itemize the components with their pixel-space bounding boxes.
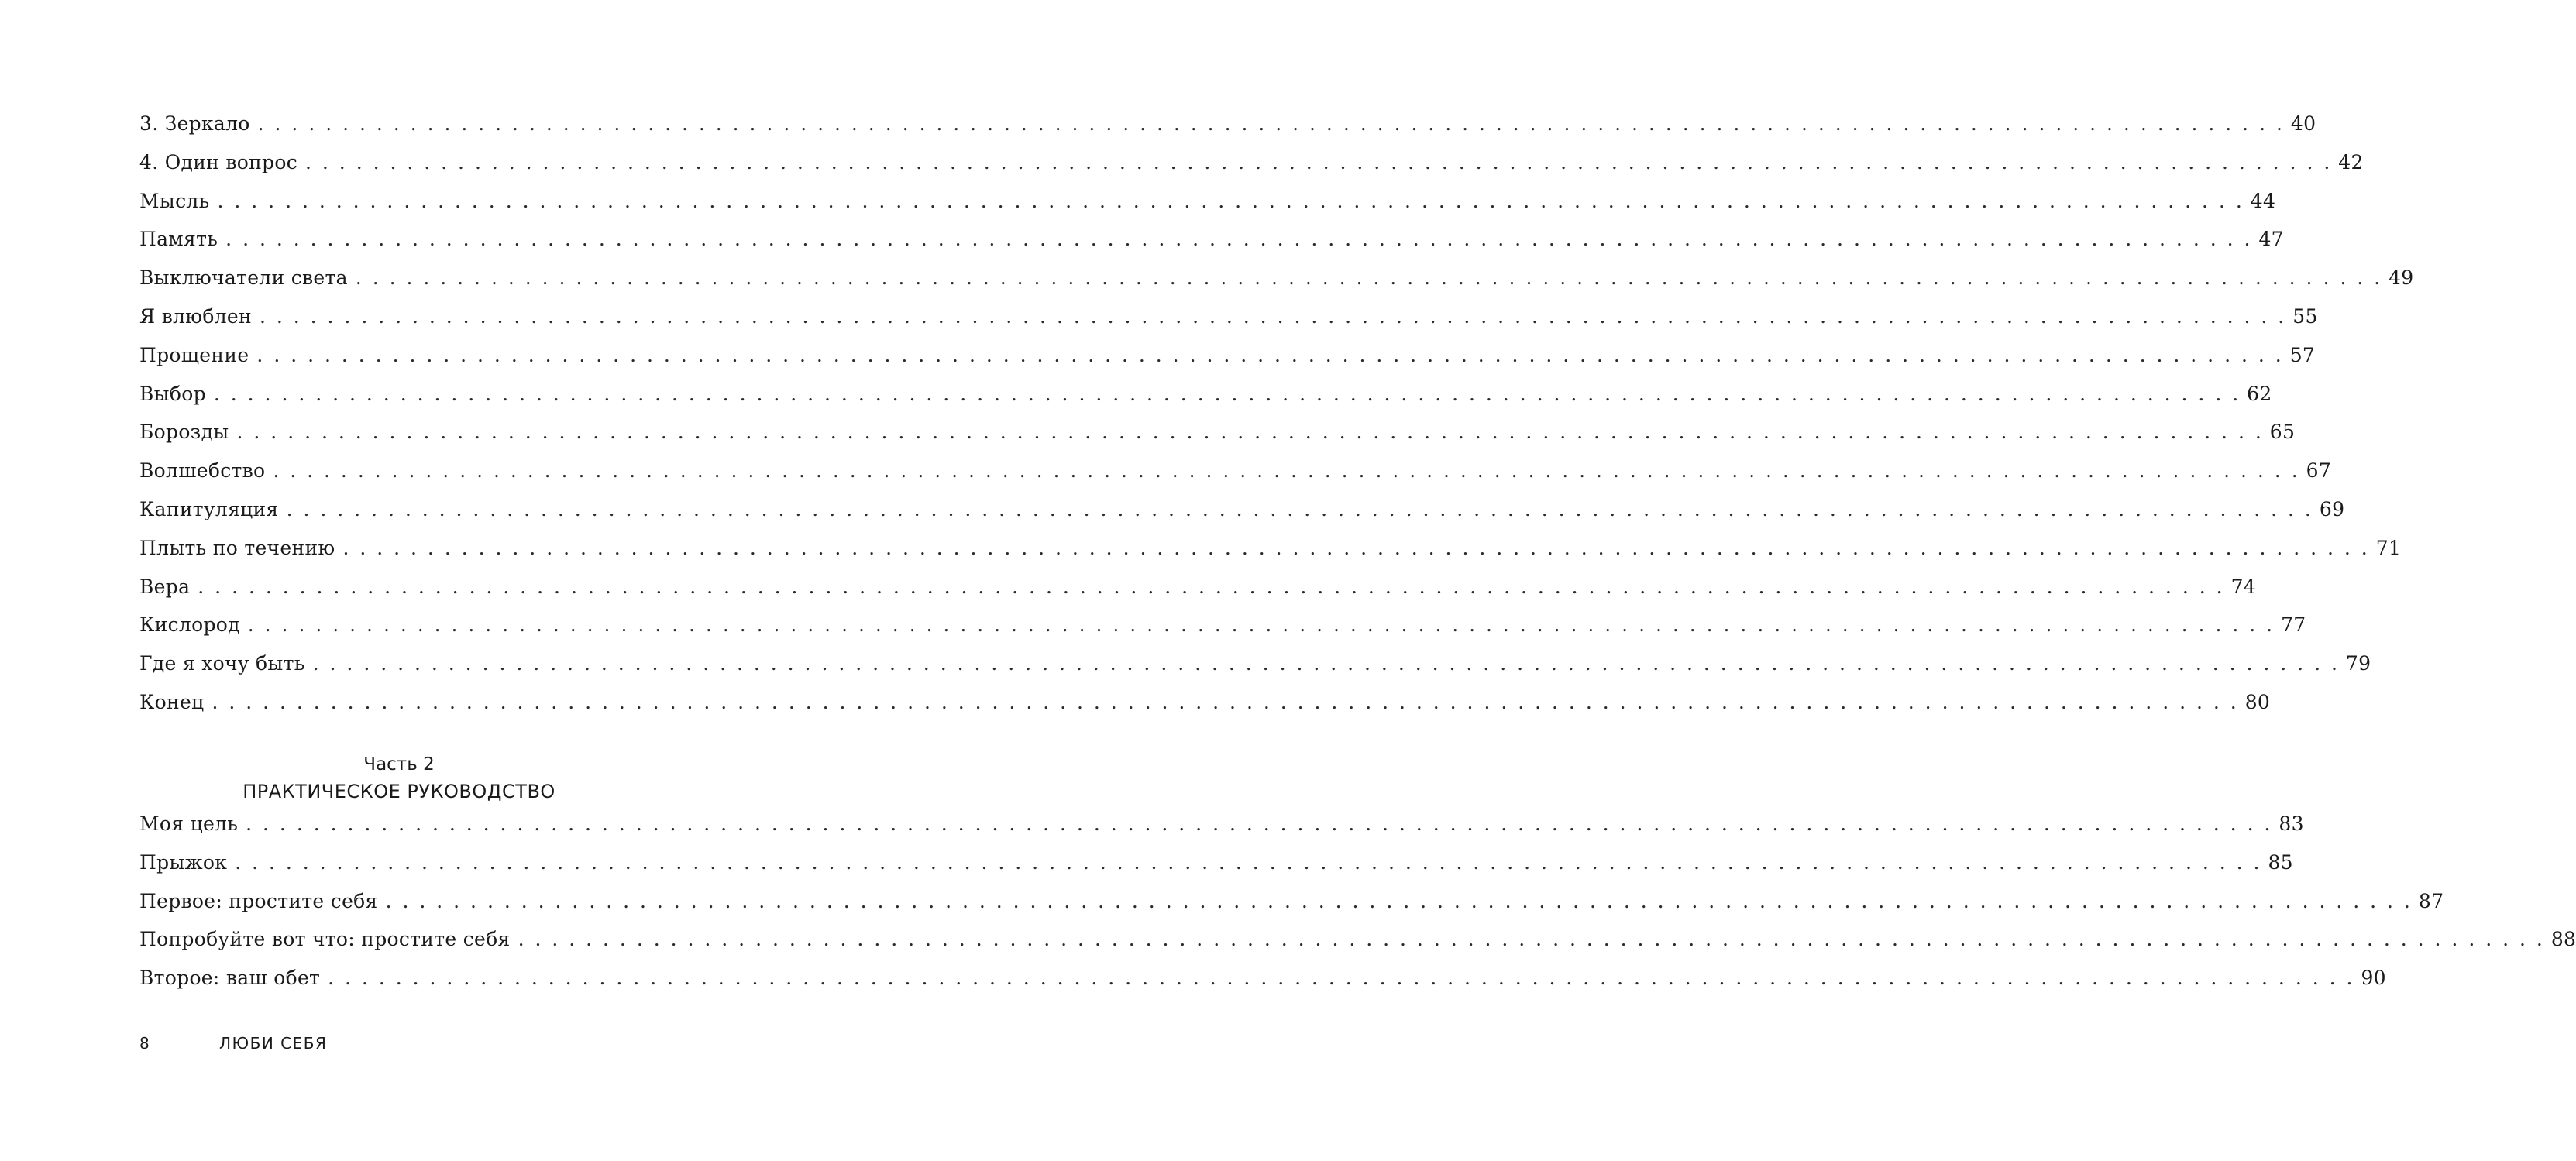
toc-leader-dots: . . . . . . . . . . . . . . . . . . . . . . . . . . . . . . . . . . . . . . . . . . . . . . . . . . . . . . . . . . . . . . . . . . . . . . . . . . . . . . . . . . . . . . . . . . . . . . . . . . . . . . . . . . . . . . . . . . . . . . . . [246,812,2273,835]
toc-entry [139,889,2444,929]
toc-entry-title: Я влюблен [139,304,252,328]
toc-entry-page: 57 [2289,343,2316,366]
toc-entry-title: Капитуляция [139,497,279,520]
toc-entry [139,967,2386,1005]
toc-leader-dots: . . . . . . . . . . . . . . . . . . . . . . . . . . . . . . . . . . . . . . . . . . . . . . . . . . . . . . . . . . . . . . . . . . . . . . . . . . . . . . . . . . . . . . . . . . . . . . . . . . . . . . . . . . . . . . . . . . . . . . . . [328,967,2355,990]
toc-leader-dots: . . . . . . . . . . . . . . . . . . . . . . . . . . . . . . . . . . . . . . . . . . . . . . . . . . . . . . . . . . . . . . . . . . . . . . . . . . . . . . . . . . . . . . . . . . . . . . . . . . . . . . . . . . . . . . . . . . . . . . . . [312,652,2340,675]
toc-entry-title: Конец [139,690,205,713]
part-heading [0,751,775,805]
toc-entry [139,690,2271,730]
toc-entry-title: Выключатели света [139,266,348,290]
toc-entry-title: Борозды [139,421,229,444]
part-title: ПРАКТИЧЕСКОЕ РУКОВОДСТВО [242,781,555,802]
toc-entry-title: Вера [139,575,191,598]
part-label: Часть 2 [363,754,435,775]
toc-entry [139,304,2318,344]
toc-leader-dots: . . . . . . . . . . . . . . . . . . . . . . . . . . . . . . . . . . . . . . . . . . . . . . . . . . . . . . . . . . . . . . . . . . . . . . . . . . . . . . . . . . . . . . . . . . . . . . . . . . . . . . . . . . . . . . . . . . . . . . . . [385,889,2413,912]
toc-entry-title: Моя цель [139,812,239,835]
footer-page-number: 8 [139,1034,151,1053]
toc-entry [139,497,2345,537]
toc-entry-page: 77 [2281,613,2306,637]
toc-entry-title: 3. Зеркало [139,112,250,135]
toc-entry [139,421,2296,459]
toc-entry [139,343,2316,383]
toc-leader-dots: . . . . . . . . . . . . . . . . . . . . . . . . . . . . . . . . . . . . . . . . . . . . . . . . . . . . . . . . . . . . . . . . . . . . . . . . . . . . . . . . . . . . . . . . . . . . . . . . . . . . . . . . . . . . . . . . . . . . . . . . [305,150,2333,173]
toc-entry [139,189,2276,228]
toc-entry-page: 49 [2389,266,2414,290]
toc-entry [139,382,2272,421]
toc-list-part2 [139,812,2576,1005]
toc-entry-title: Плыть по течению [139,536,335,559]
toc-entry [139,266,2414,305]
toc-entry-page: 85 [2268,850,2293,874]
toc-list-part1 [139,112,2414,730]
footer-book-title: ЛЮБИ СЕБЯ [219,1034,328,1053]
toc-entry-page: 90 [2361,967,2386,990]
toc-entry [139,459,2332,498]
toc-leader-dots: . . . . . . . . . . . . . . . . . . . . . . . . . . . . . . . . . . . . . . . . . . . . . . . . . . . . . . . . . . . . . . . . . . . . . . . . . . . . . . . . . . . . . . . . . . . . . . . . . . . . . . . . . . . . . . . . . . . . . . . . [213,382,2241,405]
toc-entry [139,228,2284,266]
toc-entry-page: 47 [2258,228,2284,251]
toc-entry-page: 67 [2306,459,2332,483]
toc-entry [139,928,2576,967]
toc-leader-dots: . . . . . . . . . . . . . . . . . . . . . . . . . . . . . . . . . . . . . . . . . . . . . . . . . . . . . . . . . . . . . . . . . . . . . . . . . . . . . . . . . . . . . . . . . . . . . . . . . . . . . . . . . . . . . . . . . . . . . . . . [217,189,2244,212]
toc-entry [139,652,2371,691]
toc-entry-title: Мысль [139,189,210,212]
toc-entry-page: 80 [2244,690,2271,713]
toc-leader-dots: . . . . . . . . . . . . . . . . . . . . . . . . . . . . . . . . . . . . . . . . . . . . . . . . . . . . . . . . . . . . . . . . . . . . . . . . . . . . . . . . . . . . . . . . . . . . . . . . . . . . . . . . . . . . . . . . . . . . . . . . [257,112,2285,135]
toc-entry [139,850,2293,890]
toc-entry-title: Волшебство [139,459,266,483]
toc-leader-dots: . . . . . . . . . . . . . . . . . . . . . . . . . . . . . . . . . . . . . . . . . . . . . . . . . . . . . . . . . . . . . . . . . . . . . . . . . . . . . . . . . . . . . . . . . . . . . . . . . . . . . . . . . . . . . . . . . . . . . . . . [225,228,2253,251]
toc-leader-dots: . . . . . . . . . . . . . . . . . . . . . . . . . . . . . . . . . . . . . . . . . . . . . . . . . . . . . . . . . . . . . . . . . . . . . . . . . . . . . . . . . . . . . . . . . . . . . . . . . . . . . . . . . . . . . . . . . . . . . . . . [235,850,2262,874]
toc-entry-page: 62 [2247,382,2272,405]
toc-entry-page: 74 [2230,575,2256,598]
toc-entry-page: 87 [2418,889,2444,912]
toc-leader-dots: . . . . . . . . . . . . . . . . . . . . . . . . . . . . . . . . . . . . . . . . . . . . . . . . . . . . . . . . . . . . . . . . . . . . . . . . . . . . . . . . . . . . . . . . . . . . . . . . . . . . . . . . . . . . . . . . . . . . . . . . [286,497,2313,520]
toc-entry-page: 88 [2550,928,2576,951]
toc-leader-dots: . . . . . . . . . . . . . . . . . . . . . . . . . . . . . . . . . . . . . . . . . . . . . . . . . . . . . . . . . . . . . . . . . . . . . . . . . . . . . . . . . . . . . . . . . . . . . . . . . . . . . . . . . . . . . . . . . . . . . . . . [259,304,2287,328]
toc-leader-dots: . . . . . . . . . . . . . . . . . . . . . . . . . . . . . . . . . . . . . . . . . . . . . . . . . . . . . . . . . . . . . . . . . . . . . . . . . . . . . . . . . . . . . . . . . . . . . . . . . . . . . . . . . . . . . . . . . . . . . . . . [212,690,2239,713]
toc-leader-dots: . . . . . . . . . . . . . . . . . . . . . . . . . . . . . . . . . . . . . . . . . . . . . . . . . . . . . . . . . . . . . . . . . . . . . . . . . . . . . . . . . . . . . . . . . . . . . . . . . . . . . . . . . . . . . . . . . . . . . . . . [355,266,2383,290]
toc-entry-page: 44 [2250,189,2276,212]
toc-entry [139,150,2364,190]
toc-entry-page: 79 [2345,652,2371,675]
toc-entry [139,112,2316,151]
toc-entry [139,575,2256,614]
toc-leader-dots: . . . . . . . . . . . . . . . . . . . . . . . . . . . . . . . . . . . . . . . . . . . . . . . . . . . . . . . . . . . . . . . . . . . . . . . . . . . . . . . . . . . . . . . . . . . . . . . . . . . . . . . . . . . . . . . . . . . . . . . . [273,459,2300,483]
toc-entry-title: Выбор [139,382,206,405]
toc-entry-page: 65 [2269,421,2296,444]
toc-entry-page: 40 [2290,112,2316,135]
toc-leader-dots: . . . . . . . . . . . . . . . . . . . . . . . . . . . . . . . . . . . . . . . . . . . . . . . . . . . . . . . . . . . . . . . . . . . . . . . . . . . . . . . . . . . . . . . . . . . . . . . . . . . . . . . . . . . . . . . . . . . . . . . . [342,536,2370,559]
toc-entry [139,536,2402,575]
toc-entry-page: 83 [2279,812,2304,835]
toc-leader-dots: . . . . . . . . . . . . . . . . . . . . . . . . . . . . . . . . . . . . . . . . . . . . . . . . . . . . . . . . . . . . . . . . . . . . . . . . . . . . . . . . . . . . . . . . . . . . . . . . . . . . . . . . . . . . . . . . . . . . . . . . [247,613,2275,637]
page-footer [139,1034,327,1053]
toc-entry-title: Первое: простите себя [139,889,378,912]
toc-leader-dots: . . . . . . . . . . . . . . . . . . . . . . . . . . . . . . . . . . . . . . . . . . . . . . . . . . . . . . . . . . . . . . . . . . . . . . . . . . . . . . . . . . . . . . . . . . . . . . . . . . . . . . . . . . . . . . . . . . . . . . . . [236,421,2264,444]
toc-entry [139,812,2304,851]
toc-entry-title: 4. Один вопрос [139,150,298,173]
toc-leader-dots: . . . . . . . . . . . . . . . . . . . . . . . . . . . . . . . . . . . . . . . . . . . . . . . . . . . . . . . . . . . . . . . . . . . . . . . . . . . . . . . . . . . . . . . . . . . . . . . . . . . . . . . . . . . . . . . . . . . . . . . . [198,575,2225,598]
toc-entry [139,613,2306,652]
toc-entry-title: Попробуйте вот что: простите себя [139,928,511,951]
toc-entry-title: Память [139,228,218,251]
toc-entry-title: Где я хочу быть [139,652,305,675]
toc-entry-page: 42 [2338,150,2364,173]
toc-entry-title: Прощение [139,343,249,366]
toc-entry-page: 69 [2319,497,2345,520]
toc-entry-title: Второе: ваш обет [139,967,321,990]
toc-leader-dots: . . . . . . . . . . . . . . . . . . . . . . . . . . . . . . . . . . . . . . . . . . . . . . . . . . . . . . . . . . . . . . . . . . . . . . . . . . . . . . . . . . . . . . . . . . . . . . . . . . . . . . . . . . . . . . . . . . . . . . . . [518,928,2545,951]
toc-entry-page: 71 [2375,536,2402,559]
toc-leader-dots: . . . . . . . . . . . . . . . . . . . . . . . . . . . . . . . . . . . . . . . . . . . . . . . . . . . . . . . . . . . . . . . . . . . . . . . . . . . . . . . . . . . . . . . . . . . . . . . . . . . . . . . . . . . . . . . . . . . . . . . . [256,343,2284,366]
toc-entry-title: Кислород [139,613,240,637]
toc-entry-title: Прыжок [139,850,228,874]
toc-entry-page: 55 [2292,304,2318,328]
